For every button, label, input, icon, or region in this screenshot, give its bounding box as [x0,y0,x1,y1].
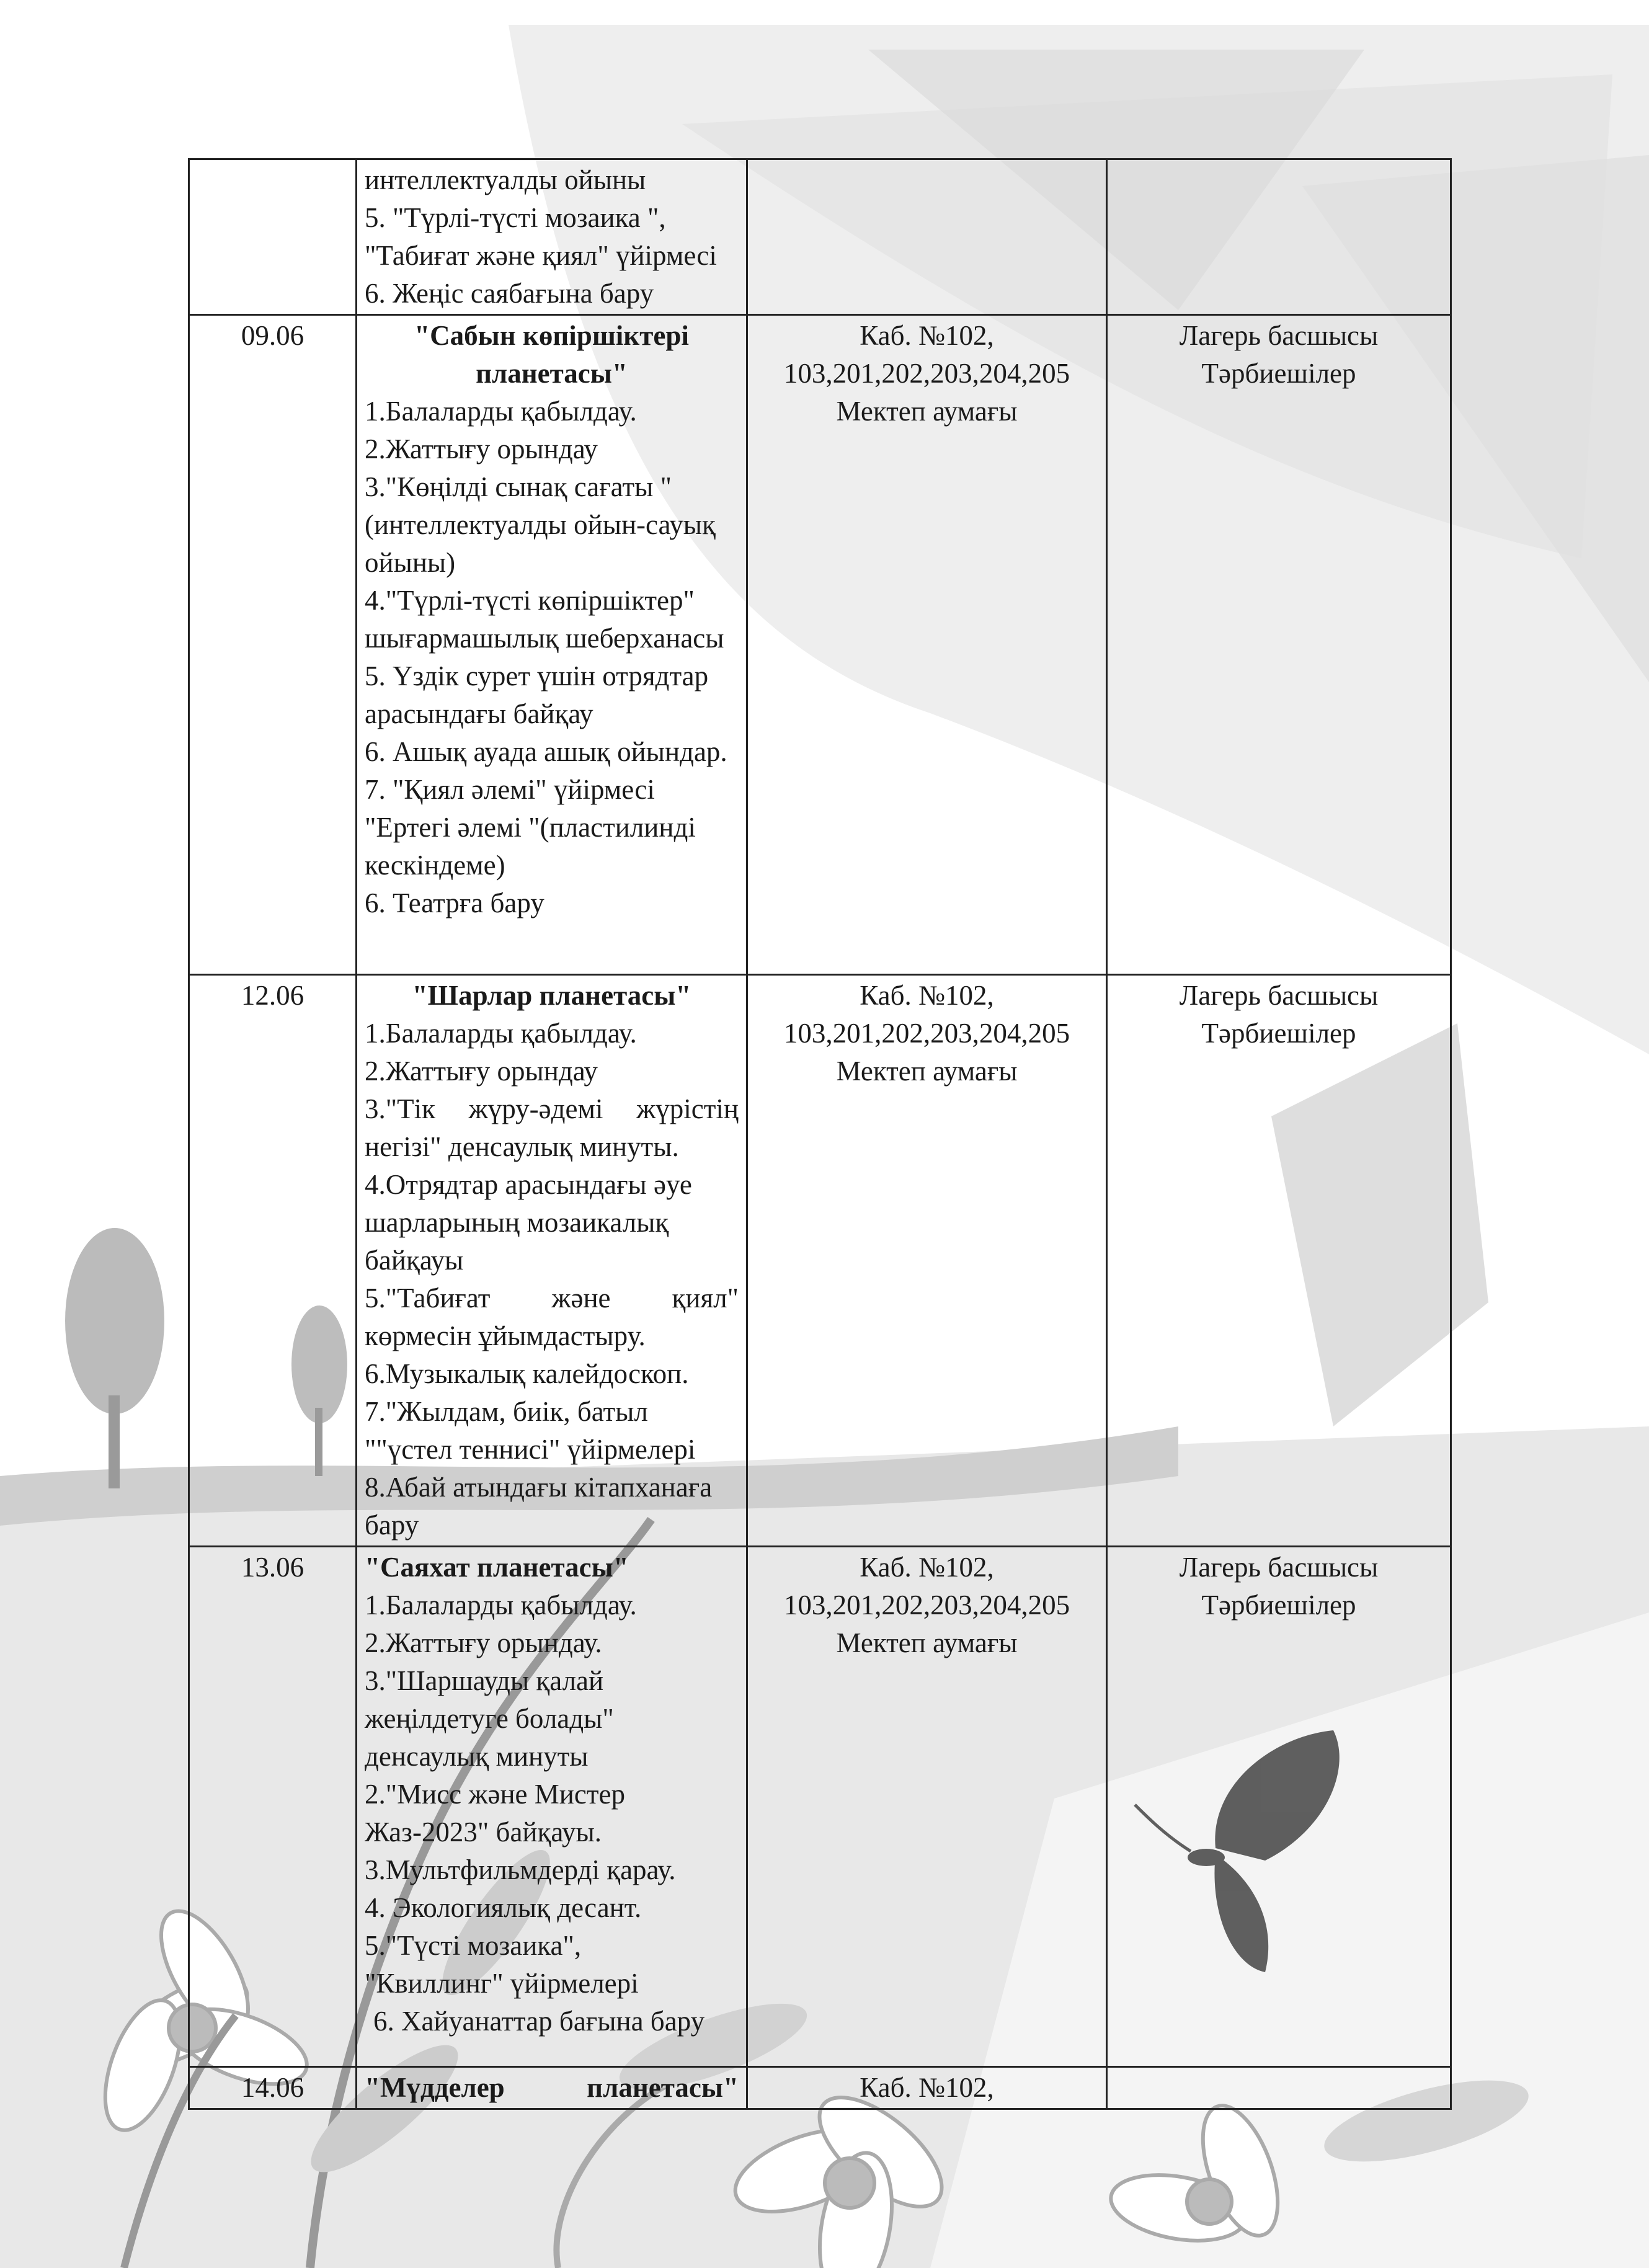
activity-line: 2."Мисс және Мистер Жаз-2023" байқауы. [365,1779,625,1848]
activities-cell [357,2067,747,2109]
place-line: Каб. №102, [860,2072,994,2103]
place-line: 103,201,202,203,204,205 [783,358,1070,389]
activity-line: 4.Отрядтар арасындағы әуе шарларының мозаикалық байқауы [365,1169,692,1276]
day-title: "Сабын көпіршіктері планетасы" [414,320,689,389]
activity-line: 8.Абай атындағы кітапханаға бару [365,1472,713,1541]
activities-cell [357,315,747,975]
responsible-cell [1107,159,1451,315]
place-line: 103,201,202,203,204,205 [783,1590,1070,1621]
responsible-cell [1107,2067,1451,2109]
activity-line: 6. Театрға бару [365,887,544,918]
date-cell [189,159,357,315]
activities-cell [357,975,747,1547]
responsible-cell [1107,315,1451,975]
activity-line: 3."Тік жүру-әдемі жүрістің негізі" денсаулық минуты. [365,1093,739,1162]
activity-line: 3."Шаршауды қалай жеңілдетуге болады" денсаулық минуты [365,1665,614,1772]
place-line: 103,201,202,203,204,205 [783,1018,1070,1049]
activity-line: 5. Үздік сурет үшін отрядтар арасындағы байқау [365,660,709,729]
activity-line: "Квиллинг" үйірмелері [365,1968,639,1999]
day-title: "Мүдделер планетасы" [365,2072,739,2103]
responsible-line: Тәрбиешілер [1201,1590,1356,1621]
activity-line: 2.Жаттығу орындау. [365,1627,602,1658]
activities-cell [357,1547,747,2067]
activity-line: 4. Экологиялық десант. [365,1892,642,1923]
activity-line: 7. "Қиял әлемі" үйірмесі "Ертегі әлемі "(пластилинді кескіндеме) [365,774,696,881]
day-title: "Шарлар планетасы" [412,980,691,1011]
activity-line: "Табиғат және қиял" үйірмесі [365,240,717,271]
table-row [189,315,1451,975]
place-line: Мектеп аумағы [836,1056,1018,1087]
responsible-cell [1107,1547,1451,2067]
activity-line: 4."Түрлі-түсті көпіршіктер" шығармашылық шеберханасы [365,585,724,654]
activity-line: 3.Мультфильмдерді қарау. [365,1854,676,1885]
place-cell [747,975,1107,1547]
place-line: Каб. №102, [860,1552,994,1583]
activity-line: 6. Ашық ауада ашық ойындар. [365,736,727,767]
activity-line: 6. Хайуанаттар бағына бару [373,2006,705,2037]
responsible-line: Лагерь басшысы [1179,1552,1379,1583]
place-cell [747,159,1107,315]
responsible-cell [1107,975,1451,1547]
activity-line: 2.Жаттығу орындау [365,1056,598,1087]
schedule-table [188,158,1452,2110]
place-line: Каб. №102, [860,320,994,351]
responsible-line: Тәрбиешілер [1201,1018,1356,1049]
activity-line: 6. Жеңіс саябағына бару [365,278,654,309]
place-cell [747,315,1107,975]
activities-cell [357,159,747,315]
activity-line: 6.Музыкалық калейдоскоп. [365,1358,689,1389]
date-cell: 09.06 [189,315,357,975]
responsible-line: Лагерь басшысы [1179,980,1379,1011]
place-line: Мектеп аумағы [836,1627,1018,1658]
place-cell [747,1547,1107,2067]
responsible-line: Лагерь басшысы [1179,320,1379,351]
table-row [189,159,1451,315]
table-row [189,975,1451,1547]
date-cell: 12.06 [189,975,357,1547]
table-row [189,2067,1451,2109]
date-cell: 14.06 [189,2067,357,2109]
activity-line: 5."Табиғат және қиял" көрмесін ұйымдастыру. [365,1283,739,1351]
activity-line: 5."Түсті мозаика", [365,1930,582,1961]
activity-line: 3."Көңілді сынақ сағаты "(интеллектуалды ойын-сауық ойыны) [365,471,716,578]
place-line: Каб. №102, [860,980,994,1011]
table-row [189,1547,1451,2067]
activity-line: 1.Балаларды қабылдау. [365,1018,637,1049]
place-cell [747,2067,1107,2109]
place-line: Мектеп аумағы [836,396,1018,427]
activity-line: 5. "Түрлі-түсті мозаика ", [365,202,666,233]
day-title: "Саяхат планетасы" [365,1552,629,1583]
activity-line: 7."Жылдам, биік, батыл ""үстел теннисі" үйірмелері [365,1396,696,1465]
activity-line: 2.Жаттығу орындау [365,434,598,465]
responsible-line: Тәрбиешілер [1201,358,1356,389]
activity-line: 1.Балаларды қабылдау. [365,396,637,427]
activity-line: 1.Балаларды қабылдау. [365,1590,637,1621]
activity-line: интеллектуалды ойыны [365,164,646,195]
date-cell: 13.06 [189,1547,357,2067]
